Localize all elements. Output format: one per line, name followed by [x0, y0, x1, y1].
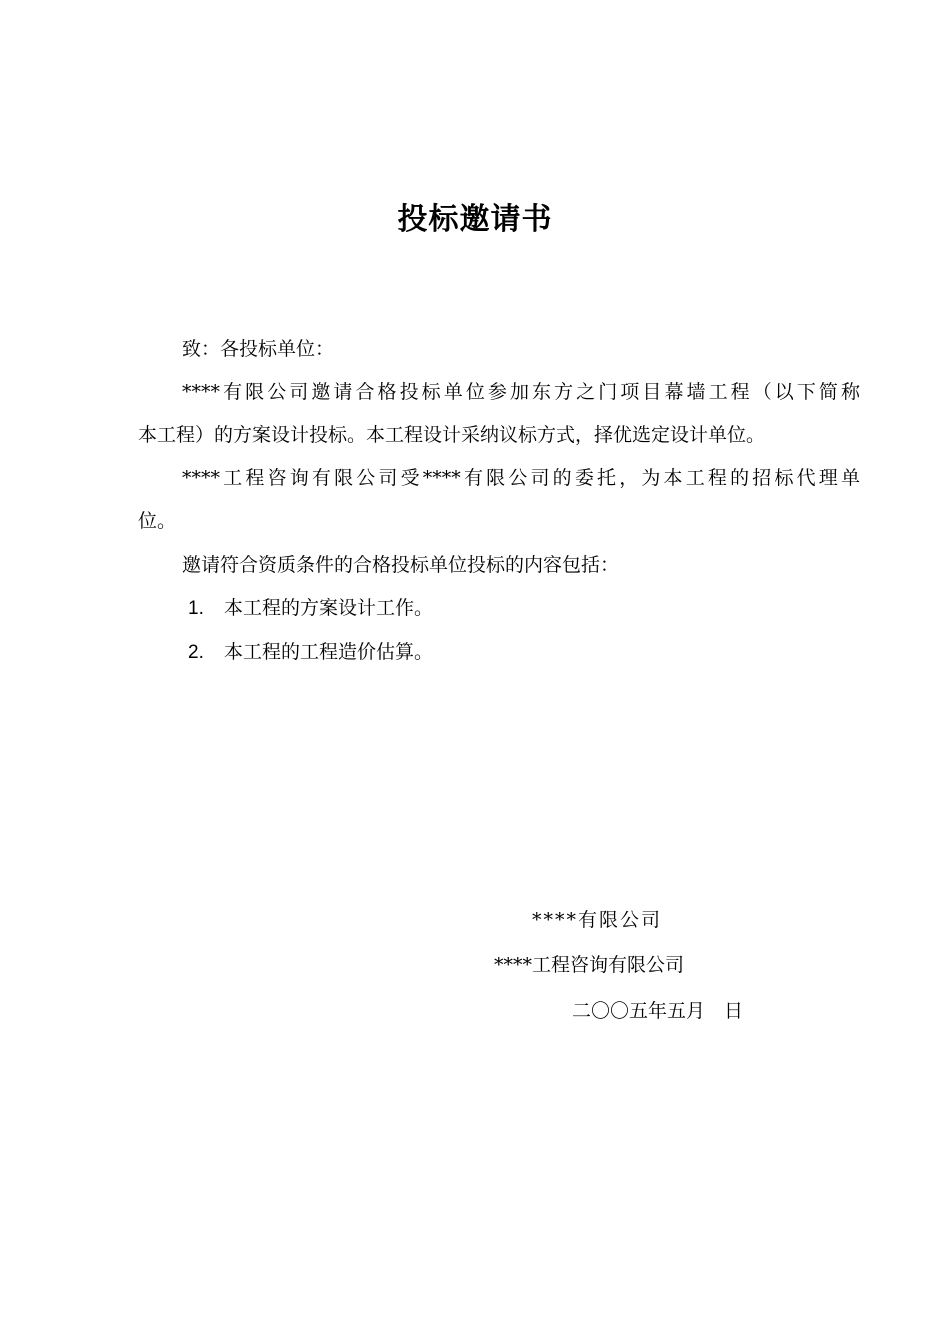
list-item-number: 2.: [188, 642, 204, 663]
list-item-text: 本工程的方案设计工作。: [223, 597, 433, 619]
signature-company-2: ****工程咨询有限公司: [494, 954, 685, 976]
paragraph-2-line-2: 位。: [138, 510, 177, 532]
list-item-text: 本工程的工程造价估算。: [223, 641, 433, 663]
document-title: 投标邀请书: [397, 202, 553, 237]
list-item: [188, 637, 433, 668]
list-item: [188, 593, 433, 624]
paragraph-2-line-1: ****工程咨询有限公司受****有限公司的委托，为本工程的招标代理单: [182, 467, 860, 489]
salutation: 致：各投标单位：: [182, 338, 335, 360]
signature-company-1: ****有限公司: [532, 909, 663, 931]
list-item-number: 1.: [188, 598, 204, 619]
signature-date: 二〇〇五年五月 日: [572, 1000, 744, 1022]
paragraph-1-line-1: ****有限公司邀请合格投标单位参加东方之门项目幕墙工程（以下简称: [182, 381, 860, 403]
paragraph-1-line-2: 本工程）的方案设计投标。本工程设计采纳议标方式，择优选定设计单位。: [138, 424, 766, 446]
paragraph-3: 邀请符合资质条件的合格投标单位投标的内容包括：: [182, 554, 620, 576]
